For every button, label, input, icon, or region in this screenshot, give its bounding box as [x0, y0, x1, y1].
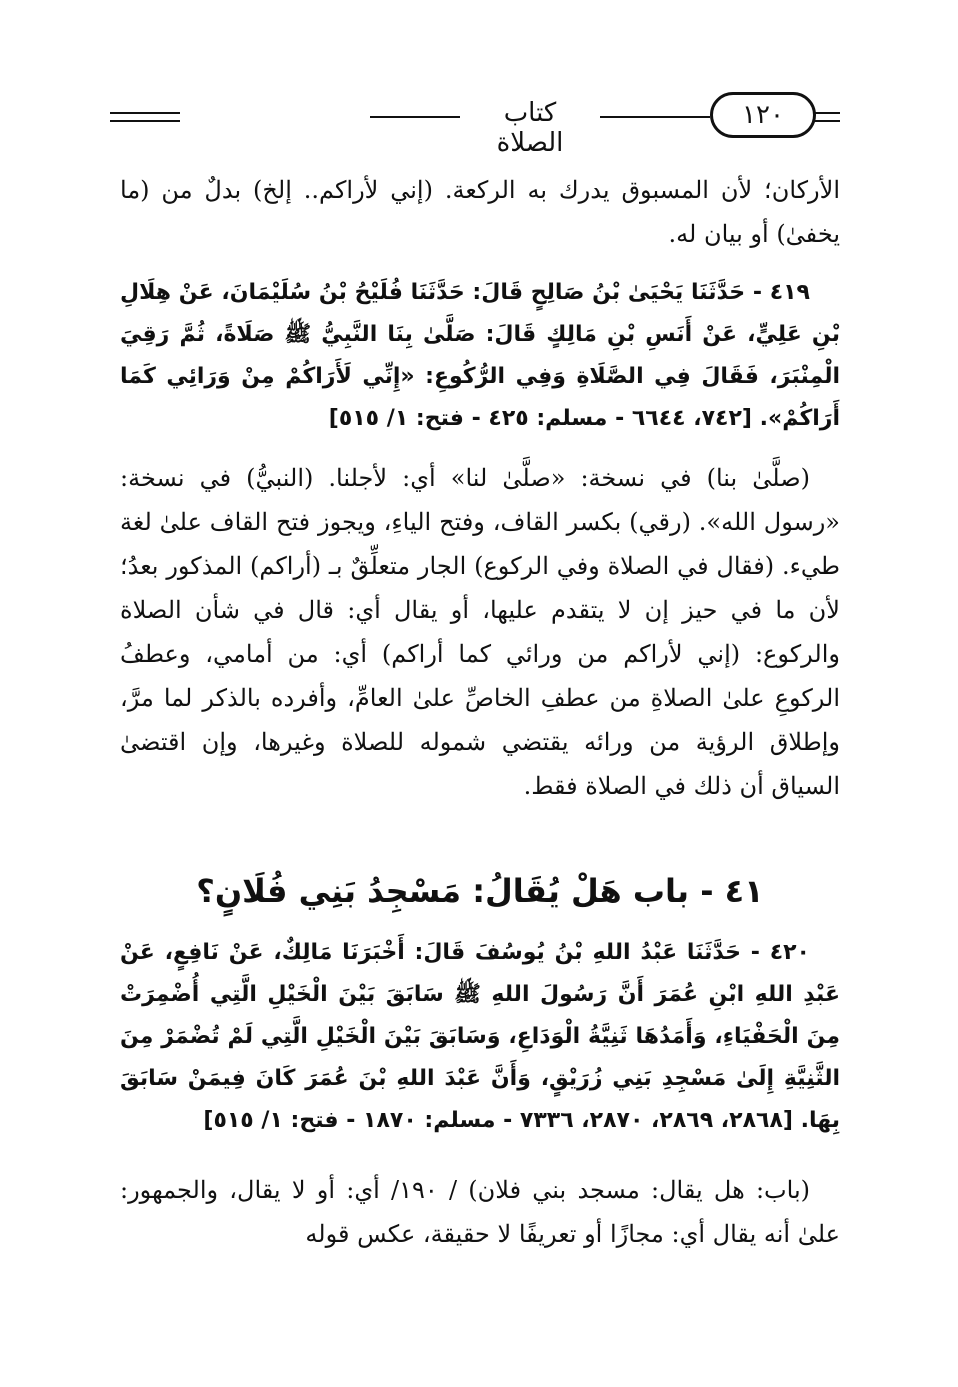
commentary-paragraph-1: الأركان؛ لأن المسبوق يدرك به الركعة. (إني لأراكم.. إلخ) بدلٌ من (ما يخفىٰ) أو بيان له.: [120, 176, 840, 248]
running-header: [110, 90, 840, 158]
header-rule-middle: [370, 116, 460, 118]
page-number-badge: ١٢٠: [710, 92, 816, 138]
header-rule-end-top: [815, 112, 840, 114]
header-rule-left-bottom: [110, 120, 180, 122]
hadith-419: ٤١٩ - حَدَّثَنَا يَحْيَىٰ بْنُ صَالِحٍ قَالَ: حَدَّثَنَا فُلَيْحُ بْنُ سُلَيْمَانَ، عَنْ هِلَالِ بْنِ عَلِيٍّ، عَنْ أَنَسِ بْنِ مَالِكٍ قَالَ: صَلَّىٰ بِنَا النَّبِيُّ ﷺ صَلَاةً، ثُمَّ رَقِيَ الْمِنْبَرَ، فَقَالَ فِي الصَّلَاةِ وَفِي الرُّكُوعِ: «إِنِّي لَأَرَاكُمْ مِنْ وَرَائِي كَمَا أَرَاكُمْ». [٧٤٢، ٦٦٤٤ - مسلم: ٤٢٥ - فتح: ١/ ٥١٥]: [120, 280, 840, 431]
commentary-paragraph-3: (باب: هل يقال: مسجد بني فلان) / ١٩٠/ أي: أو لا يقال، والجمهور: علىٰ أنه يقال أي: مجازًا أو تعريفًا لا حقيقة، عكس قوله: [120, 1176, 840, 1248]
commentary-paragraph-2: (صلَّىٰ بنا) في نسخة: «صلَّىٰ لنا» أي: لأجلنا. (النبيُّ) في نسخة: «رسول الله». (رقي) بكسر القاف، وفتح الياءِ، ويجوز فتح القاف علىٰ لغة طيء. (فقال في الصلاة وفي الركوع) الجار متعلِّقٌ بـ (أراكم) المذكور بعدُ؛ لأن ما في حيز إن لا يتقدم عليها، أو يقال أي: قال في شأن الصلاة والركوع: (إني لأراكم من ورائي كما أراكم) أي: من أمامي، وعطفُ الركوعِ علىٰ الصلاةِ من عطفِ الخاصِّ علىٰ العامِّ، وأفرده بالذكر لما مرَّ، وإطلاق الرؤية من ورائه يقتضي شموله للصلاة وغيرها، وإن اقتضىٰ السياق أن ذلك في الصلاة فقط.: [120, 464, 840, 800]
header-rule-left-top: [110, 112, 180, 114]
book-title: كتاب الصلاة: [496, 98, 564, 158]
header-rule-end-bottom: [815, 120, 840, 122]
header-rule-right: [600, 116, 710, 118]
hadith-420: ٤٢٠ - حَدَّثَنَا عَبْدُ اللهِ بْنُ يُوسُفَ قَالَ: أَخْبَرَنَا مَالِكٌ، عَنْ نَافِعٍ، عَنْ عَبْدِ اللهِ ابْنِ عُمَرَ أَنَّ رَسُولَ اللهِ ﷺ سَابَقَ بَيْنَ الْخَيْلِ الَّتِي أُضْمِرَتْ مِنَ الْحَفْيَاءِ، وَأَمَدُهَا ثَنِيَّةُ الْوَدَاعِ، وَسَابَقَ بَيْنَ الْخَيْلِ الَّتِي لَمْ تُضْمَرْ مِنَ الثَّنِيَّةِ إِلَىٰ مَسْجِدِ بَنِي زُرَيْقٍ، وَأَنَّ عَبْدَ اللهِ بْنَ عُمَرَ كَانَ فِيمَنْ سَابَقَ بِهَا. [٢٨٦٨، ٢٨٦٩، ٢٨٧٠، ٧٣٣٦ - مسلم: ١٨٧٠ - فتح: ١/ ٥١٥]: [120, 940, 840, 1133]
chapter-title: ٤١ - باب هَلْ يُقَالُ: مَسْجِدُ بَنِي فُلَانٍ؟: [196, 872, 764, 910]
